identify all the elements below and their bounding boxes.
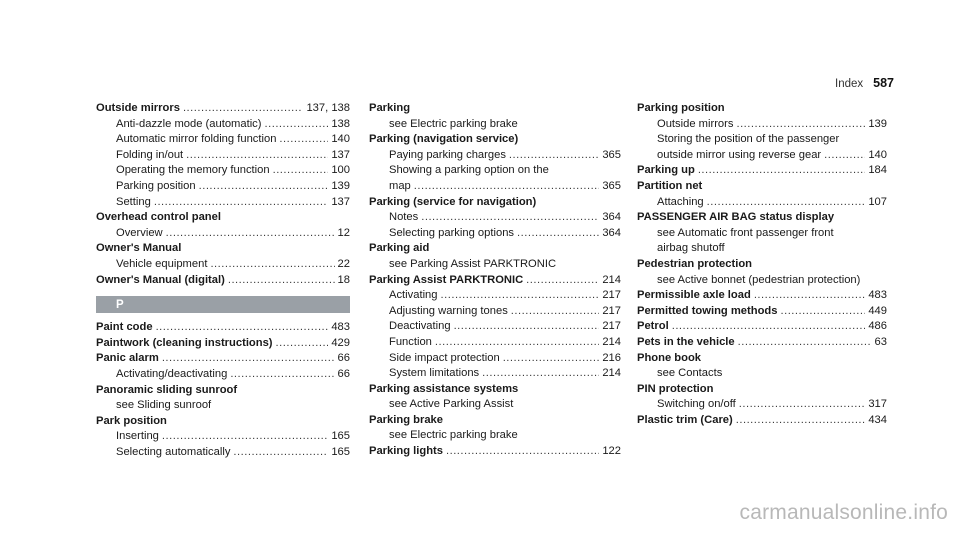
page-reference: 22: [337, 257, 350, 270]
index-subentry: [369, 428, 621, 444]
index-entry: [96, 414, 350, 430]
index-entry: [637, 335, 887, 351]
dot-leader: [739, 397, 866, 413]
page-reference: 217: [602, 304, 621, 317]
index-entry: [369, 195, 621, 211]
entry-text: Function: [389, 335, 432, 348]
index-subentry: [96, 179, 350, 195]
index-subentry: [96, 117, 350, 133]
dot-leader: [754, 288, 866, 304]
index-subentry: [369, 366, 621, 382]
entry-text: Adjusting warning tones: [389, 304, 508, 317]
entry-text: Automatic mirror folding function: [116, 133, 277, 146]
dot-leader: [276, 336, 329, 352]
index-subentry: [637, 366, 887, 382]
entry-text: map: [389, 179, 411, 192]
entry-text: see Automatic front passenger front: [657, 226, 834, 239]
page-header: [835, 76, 894, 90]
entry-text: Inserting: [116, 430, 159, 443]
dot-leader: [503, 351, 600, 367]
page-reference: 214: [602, 335, 621, 348]
page-reference: 165: [331, 445, 350, 458]
index-entry: [637, 179, 887, 195]
page-reference: 137: [331, 148, 350, 161]
index-subentry: [96, 195, 350, 211]
index-label: Index: [835, 78, 864, 90]
page-reference: 214: [602, 367, 621, 380]
dot-leader: [154, 195, 328, 211]
page-reference: 483: [868, 289, 887, 302]
index-entry: [637, 351, 887, 367]
dot-leader: [509, 148, 599, 164]
index-subentry: [637, 195, 887, 211]
dot-leader: [482, 366, 599, 382]
index-subentry: [96, 398, 350, 414]
index-entry: [369, 382, 621, 398]
entry-text: Setting: [116, 195, 151, 208]
index-entry: [637, 304, 887, 320]
page-reference: 165: [331, 430, 350, 443]
index-subentry: [637, 241, 887, 257]
dot-leader: [698, 163, 866, 179]
entry-text: PIN protection: [637, 382, 714, 395]
entry-text: Outside mirrors: [96, 102, 180, 114]
page-reference: 217: [602, 320, 621, 333]
entry-text: Petrol: [637, 320, 669, 333]
page-reference: 449: [868, 304, 887, 317]
page-reference: 486: [868, 320, 887, 333]
entry-text: PASSENGER AIR BAG status display: [637, 211, 835, 224]
entry-text: see Electric parking brake: [389, 429, 518, 442]
dot-leader: [736, 413, 866, 429]
index-subentry: [369, 335, 621, 351]
dot-leader: [707, 195, 866, 211]
page-reference: 317: [868, 398, 887, 411]
entry-text: Outside mirrors: [657, 117, 734, 130]
index-subentry: [96, 257, 350, 273]
index-subentry: [369, 304, 621, 320]
entry-text: outside mirror using reverse gear: [657, 148, 822, 161]
entry-text: Showing a parking option on the: [389, 164, 549, 177]
index-entry: [96, 383, 350, 399]
dot-leader: [162, 351, 335, 367]
index-subentry: [369, 257, 621, 273]
page-reference: 139: [868, 117, 887, 130]
dot-leader: [441, 288, 600, 304]
entry-text: Parking position: [116, 179, 196, 192]
entry-text: Permissible axle load: [637, 289, 751, 302]
page-reference: 365: [602, 179, 621, 192]
page-reference: 184: [868, 164, 887, 177]
dot-leader: [273, 163, 329, 179]
dot-leader: [230, 367, 334, 383]
index-subentry: [369, 319, 621, 335]
dot-leader: [736, 117, 865, 133]
index-subentry: [96, 163, 350, 179]
index-entry: [369, 101, 621, 117]
index-subentry: [637, 132, 887, 148]
index-entry: [637, 101, 887, 117]
page-reference: 137, 138: [306, 102, 350, 114]
index-entry: [369, 241, 621, 257]
entry-text: Overview: [116, 226, 163, 239]
page-reference: 138: [331, 117, 350, 130]
page-reference: 139: [331, 179, 350, 192]
entry-text: Owner's Manual (digital): [96, 273, 225, 286]
index-entry: [369, 413, 621, 429]
index-subentry: [96, 445, 350, 461]
index-column-3: [637, 101, 887, 428]
index-subentry: [96, 132, 350, 148]
index-entry: [96, 320, 350, 336]
dot-leader: [233, 445, 328, 461]
entry-text: Operating the memory function: [116, 164, 270, 177]
page-number: 587: [873, 76, 894, 90]
entry-text: Parking up: [637, 164, 695, 177]
entry-text: Anti-dazzle mode (automatic): [116, 117, 262, 130]
entry-text: Notes: [389, 211, 419, 224]
page-reference: 12: [337, 226, 350, 239]
index-subentry: [96, 148, 350, 164]
page-reference: 364: [602, 226, 621, 239]
page-reference: 137: [331, 195, 350, 208]
page-reference: 66: [337, 352, 350, 365]
index-entry: [96, 351, 350, 367]
entry-text: Parking brake: [369, 413, 443, 426]
dot-leader: [526, 273, 599, 289]
dot-leader: [435, 335, 599, 351]
page-reference: 216: [602, 351, 621, 364]
dot-leader: [517, 226, 599, 242]
index-subentry: [637, 117, 887, 133]
index-entry: [637, 288, 887, 304]
dot-leader: [414, 179, 600, 195]
page-reference: 429: [331, 336, 350, 349]
page-reference: 100: [331, 164, 350, 177]
entry-text: Parking: [369, 102, 411, 114]
dot-leader: [199, 179, 329, 195]
entry-text: Paintwork (cleaning instructions): [96, 336, 273, 349]
page-reference: 365: [602, 148, 621, 161]
index-subentry: [369, 210, 621, 226]
index-subentry: [369, 397, 621, 413]
index-subentry: [637, 226, 887, 242]
section-header-letter: P: [96, 296, 350, 313]
entry-text: Selecting automatically: [116, 445, 231, 458]
index-subentry: [369, 163, 621, 179]
index-subentry: [637, 273, 887, 289]
index-entry: [637, 210, 887, 226]
page-reference: 214: [602, 273, 621, 286]
index-entry: [96, 336, 350, 352]
entry-text: Selecting parking options: [389, 226, 515, 239]
entry-text: Parking aid: [369, 242, 430, 255]
entry-text: Switching on/off: [657, 398, 736, 411]
entry-text: Overhead control panel: [96, 211, 221, 224]
dot-leader: [228, 273, 335, 289]
entry-text: Partition net: [637, 179, 703, 192]
index-entry: [637, 257, 887, 273]
entry-text: see Contacts: [657, 367, 723, 380]
entry-text: Side impact protection: [389, 351, 500, 364]
entry-text: Plastic trim (Care): [637, 413, 733, 426]
entry-text: Activating: [389, 289, 438, 302]
index-entry: [96, 241, 350, 257]
entry-text: Pedestrian protection: [637, 257, 753, 270]
index-entry: [369, 132, 621, 148]
page-reference: 140: [331, 133, 350, 146]
dot-leader: [166, 226, 335, 242]
entry-text: Park position: [96, 414, 167, 427]
entry-text: see Active bonnet (pedestrian protection): [657, 273, 861, 286]
entry-text: Storing the position of the passenger: [657, 133, 840, 146]
index-entry: [637, 382, 887, 398]
dot-leader: [183, 101, 304, 117]
page-reference: 107: [868, 195, 887, 208]
dot-leader: [265, 117, 329, 133]
entry-text: Permitted towing methods: [637, 304, 778, 317]
page-reference: 140: [868, 148, 887, 161]
entry-text: Deactivating: [389, 320, 451, 333]
dot-leader: [210, 257, 334, 273]
entry-text: see Sliding sunroof: [116, 399, 212, 412]
index-entry: [637, 163, 887, 179]
entry-text: Parking position: [637, 102, 725, 114]
index-subentry: [637, 397, 887, 413]
index-entry: [96, 101, 350, 117]
entry-text: Panoramic sliding sunroof: [96, 383, 238, 396]
index-entry: [369, 273, 621, 289]
index-column-1: [96, 101, 350, 460]
entry-text: Phone book: [637, 351, 702, 364]
dot-leader: [738, 335, 872, 351]
page-reference: 364: [602, 211, 621, 224]
entry-text: Activating/deactivating: [116, 367, 228, 380]
dot-leader: [454, 319, 600, 335]
entry-text: System limitations: [389, 367, 480, 380]
index-column-2: [369, 101, 621, 460]
page-reference: 217: [602, 289, 621, 302]
entry-text: see Parking Assist PARKTRONIC: [389, 257, 557, 270]
index-subentry: [369, 117, 621, 133]
entry-text: Owner's Manual: [96, 242, 182, 255]
entry-text: Parking (service for navigation): [369, 195, 537, 208]
dot-leader: [446, 444, 599, 460]
entry-text: Vehicle equipment: [116, 257, 208, 270]
entry-text: airbag shutoff: [657, 242, 725, 255]
index-entry: [96, 273, 350, 289]
entry-text: Parking lights: [369, 445, 443, 458]
page-reference: 63: [874, 335, 887, 348]
index-subentry: [96, 367, 350, 383]
index-subentry: [369, 351, 621, 367]
page-reference: 18: [337, 273, 350, 286]
dot-leader: [156, 320, 329, 336]
dot-leader: [672, 319, 866, 335]
entry-text: Paint code: [96, 321, 153, 334]
index-subentry: [637, 148, 887, 164]
page-reference: 434: [868, 413, 887, 426]
index-entry: [637, 413, 887, 429]
index-entry: [369, 444, 621, 460]
page-reference: 66: [337, 367, 350, 380]
index-subentry: [96, 226, 350, 242]
entry-text: see Active Parking Assist: [389, 398, 514, 411]
dot-leader: [279, 132, 328, 148]
entry-text: Parking Assist PARKTRONIC: [369, 273, 524, 286]
entry-text: Parking assistance systems: [369, 382, 519, 395]
index-subentry: [369, 179, 621, 195]
dot-leader: [186, 148, 328, 164]
index-subentry: [369, 148, 621, 164]
index-subentry: [96, 429, 350, 445]
index-subentry: [369, 288, 621, 304]
entry-text: Parking (navigation service): [369, 133, 519, 146]
entry-text: Panic alarm: [96, 352, 159, 365]
entry-text: see Electric parking brake: [389, 117, 518, 130]
index-entry: [96, 210, 350, 226]
watermark: carmanualsonline.info: [739, 501, 948, 524]
page-reference: 483: [331, 321, 350, 334]
dot-leader: [421, 210, 599, 226]
entry-text: Paying parking charges: [389, 148, 506, 161]
dot-leader: [162, 429, 328, 445]
dot-leader: [780, 304, 865, 320]
dot-leader: [824, 148, 865, 164]
index-subentry: [369, 226, 621, 242]
page-reference: 122: [602, 445, 621, 458]
index-entry: [637, 319, 887, 335]
dot-leader: [511, 304, 600, 320]
entry-text: Folding in/out: [116, 148, 184, 161]
entry-text: Attaching: [657, 195, 704, 208]
entry-text: Pets in the vehicle: [637, 335, 735, 348]
